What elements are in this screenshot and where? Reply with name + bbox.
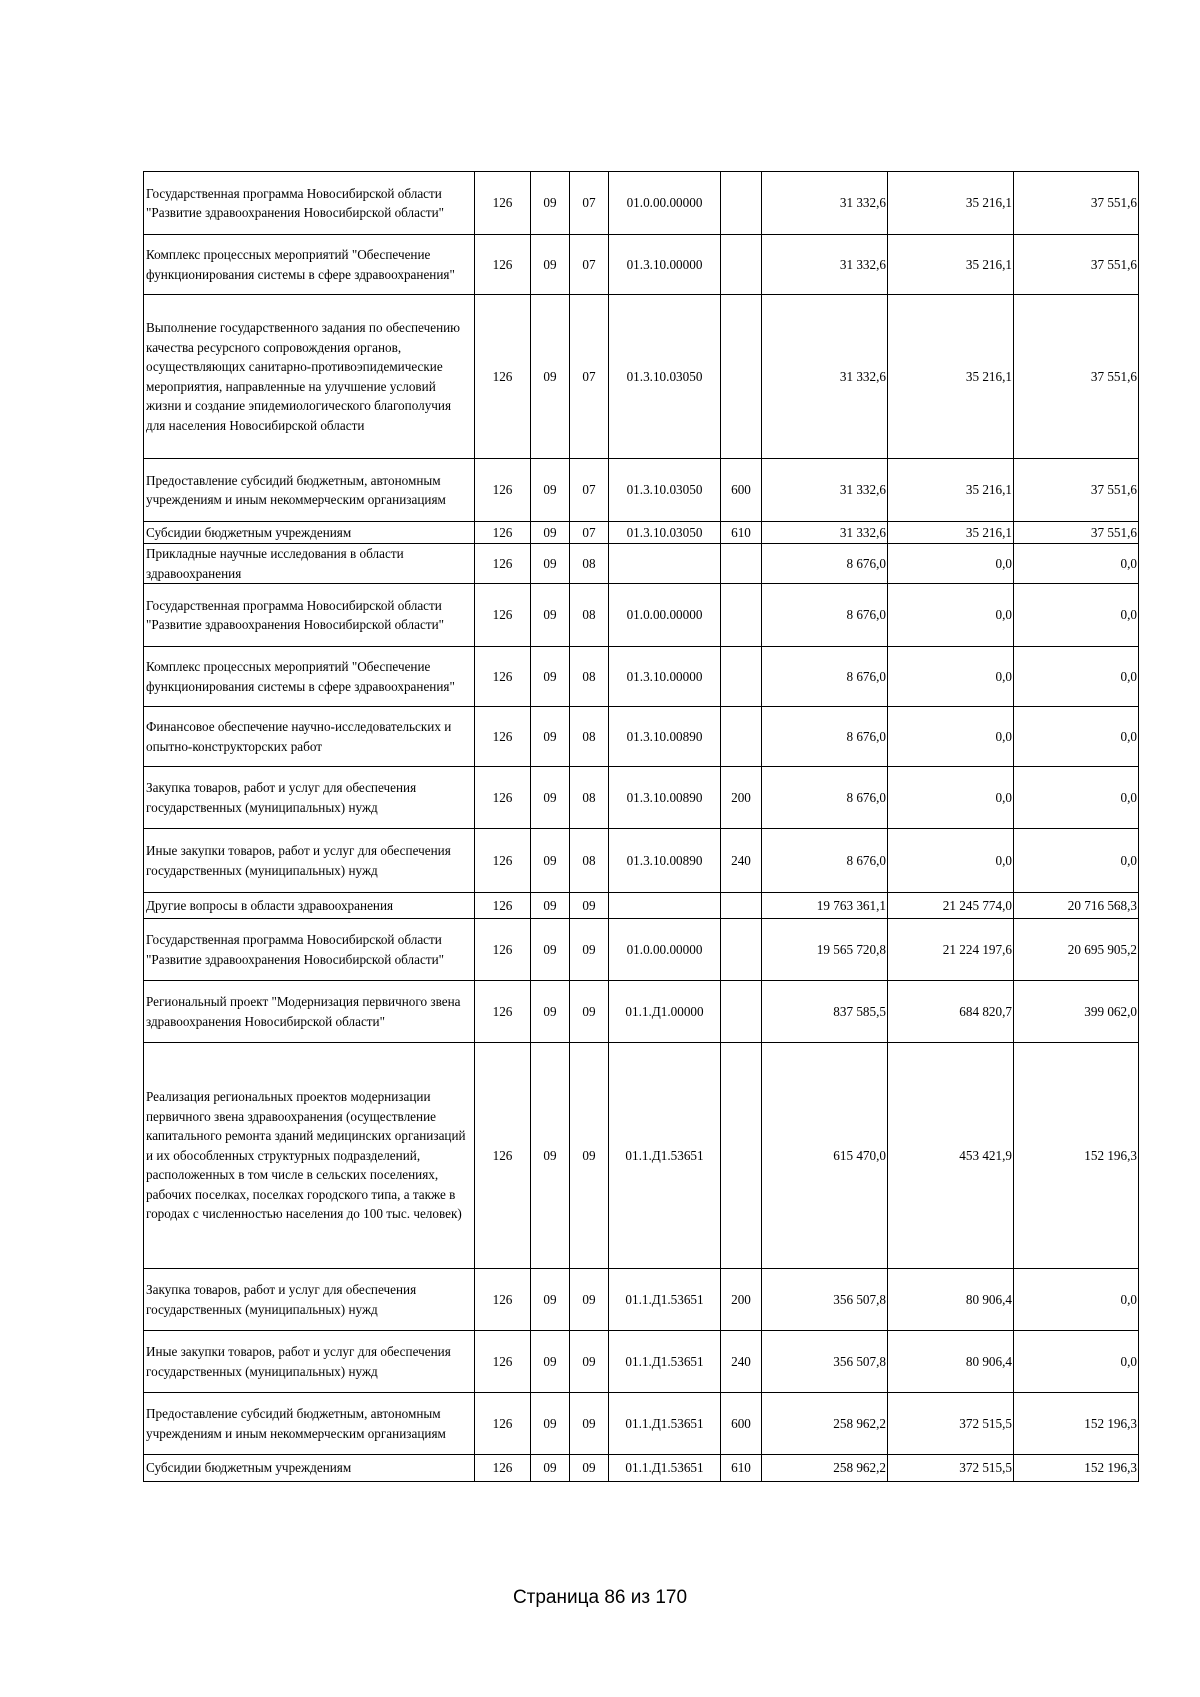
- ministry-code-cell: 126: [475, 893, 531, 919]
- amount-year1-cell: 31 332,6: [762, 459, 888, 522]
- ministry-code-cell: 126: [475, 1043, 531, 1269]
- amount-year3-cell: 0,0: [1014, 1331, 1139, 1393]
- row-name-cell: Комплекс процессных мероприятий "Обеспечение функционирования системы в сфере здравоохранения": [144, 235, 475, 295]
- subsection-code-cell: 07: [570, 235, 609, 295]
- expense-type-cell: 200: [721, 767, 762, 829]
- ministry-code-cell: 126: [475, 1455, 531, 1482]
- subsection-code-cell: 08: [570, 767, 609, 829]
- target-article-cell: 01.0.00.00000: [609, 584, 721, 647]
- expense-type-cell: 240: [721, 1331, 762, 1393]
- amount-year1-cell: 31 332,6: [762, 295, 888, 459]
- amount-year1-cell: 31 332,6: [762, 235, 888, 295]
- section-code-cell: 09: [531, 829, 570, 893]
- subsection-code-cell: 09: [570, 981, 609, 1043]
- row-name-cell: Финансовое обеспечение научно-исследовательских и опытно-конструкторских работ: [144, 707, 475, 767]
- row-name-cell: Реализация региональных проектов модернизации первичного звена здравоохранения (осуществление капитального ремонта зданий медицинских организаций и их обособленных структурных подразделений, расположенных в том числе в сельских поселениях, рабочих поселках, поселках городского типа, а также в городах с численностью населения до 100 тыс. человек): [144, 1043, 475, 1269]
- amount-year1-cell: 19 565 720,8: [762, 919, 888, 981]
- ministry-code-cell: 126: [475, 235, 531, 295]
- subsection-code-cell: 07: [570, 172, 609, 235]
- ministry-code-cell: 126: [475, 295, 531, 459]
- table-row: [144, 1455, 1139, 1482]
- ministry-code-cell: 126: [475, 544, 531, 584]
- amount-year2-cell: 0,0: [888, 707, 1014, 767]
- expense-type-cell: [721, 1043, 762, 1269]
- target-article-cell: 01.1.Д1.53651: [609, 1331, 721, 1393]
- amount-year3-cell: 0,0: [1014, 767, 1139, 829]
- amount-year2-cell: 35 216,1: [888, 295, 1014, 459]
- ministry-code-cell: 126: [475, 584, 531, 647]
- amount-year1-cell: 31 332,6: [762, 522, 888, 544]
- amount-year2-cell: 80 906,4: [888, 1331, 1014, 1393]
- section-code-cell: 09: [531, 172, 570, 235]
- expense-type-cell: 610: [721, 522, 762, 544]
- amount-year1-cell: 356 507,8: [762, 1269, 888, 1331]
- table-row: [144, 459, 1139, 522]
- target-article-cell: 01.3.10.03050: [609, 295, 721, 459]
- table-row: [144, 1043, 1139, 1269]
- expense-type-cell: [721, 707, 762, 767]
- amount-year2-cell: 35 216,1: [888, 172, 1014, 235]
- amount-year2-cell: 0,0: [888, 544, 1014, 584]
- amount-year3-cell: 37 551,6: [1014, 522, 1139, 544]
- amount-year3-cell: 0,0: [1014, 1269, 1139, 1331]
- target-article-cell: 01.3.10.03050: [609, 459, 721, 522]
- section-code-cell: 09: [531, 522, 570, 544]
- amount-year2-cell: 80 906,4: [888, 1269, 1014, 1331]
- amount-year3-cell: 37 551,6: [1014, 295, 1139, 459]
- subsection-code-cell: 08: [570, 647, 609, 707]
- subsection-code-cell: 09: [570, 1331, 609, 1393]
- target-article-cell: 01.3.10.00890: [609, 829, 721, 893]
- row-name-cell: Предоставление субсидий бюджетным, автономным учреждениям и иным некоммерческим организациям: [144, 459, 475, 522]
- row-name-cell: Закупка товаров, работ и услуг для обеспечения государственных (муниципальных) нужд: [144, 767, 475, 829]
- subsection-code-cell: 09: [570, 1043, 609, 1269]
- amount-year2-cell: 21 224 197,6: [888, 919, 1014, 981]
- expense-type-cell: [721, 544, 762, 584]
- expense-type-cell: [721, 981, 762, 1043]
- table-row: [144, 544, 1139, 584]
- section-code-cell: 09: [531, 1043, 570, 1269]
- table-row: [144, 584, 1139, 647]
- target-article-cell: 01.0.00.00000: [609, 919, 721, 981]
- ministry-code-cell: 126: [475, 1393, 531, 1455]
- table-row: [144, 522, 1139, 544]
- amount-year1-cell: 19 763 361,1: [762, 893, 888, 919]
- amount-year3-cell: 152 196,3: [1014, 1043, 1139, 1269]
- target-article-cell: [609, 544, 721, 584]
- row-name-cell: Иные закупки товаров, работ и услуг для обеспечения государственных (муниципальных) нужд: [144, 1331, 475, 1393]
- table-body: [144, 172, 1139, 1482]
- table-row: [144, 707, 1139, 767]
- row-name-cell: Предоставление субсидий бюджетным, автономным учреждениям и иным некоммерческим организациям: [144, 1393, 475, 1455]
- amount-year3-cell: 399 062,0: [1014, 981, 1139, 1043]
- amount-year3-cell: 37 551,6: [1014, 235, 1139, 295]
- table-row: [144, 893, 1139, 919]
- amount-year1-cell: 8 676,0: [762, 767, 888, 829]
- amount-year1-cell: 8 676,0: [762, 584, 888, 647]
- section-code-cell: 09: [531, 235, 570, 295]
- ministry-code-cell: 126: [475, 647, 531, 707]
- section-code-cell: 09: [531, 707, 570, 767]
- section-code-cell: 09: [531, 647, 570, 707]
- budget-table: [143, 171, 1139, 1482]
- subsection-code-cell: 09: [570, 1269, 609, 1331]
- ministry-code-cell: 126: [475, 172, 531, 235]
- target-article-cell: 01.1.Д1.53651: [609, 1455, 721, 1482]
- expense-type-cell: 600: [721, 459, 762, 522]
- amount-year2-cell: 0,0: [888, 647, 1014, 707]
- amount-year3-cell: 152 196,3: [1014, 1455, 1139, 1482]
- table-row: [144, 172, 1139, 235]
- row-name-cell: Выполнение государственного задания по обеспечению качества ресурсного сопровождения органов, осуществляющих санитарно-противоэпидемические мероприятия, направленные на улучшение условий жизни и создание эпидемиологического благополучия для населения Новосибирской области: [144, 295, 475, 459]
- page-number: Страница 86 из 170: [512, 1587, 688, 1608]
- amount-year2-cell: 372 515,5: [888, 1455, 1014, 1482]
- row-name-cell: Государственная программа Новосибирской области "Развитие здравоохранения Новосибирской области": [144, 919, 475, 981]
- amount-year3-cell: 0,0: [1014, 647, 1139, 707]
- target-article-cell: [609, 893, 721, 919]
- subsection-code-cell: 07: [570, 295, 609, 459]
- subsection-code-cell: 09: [570, 919, 609, 981]
- amount-year3-cell: 0,0: [1014, 707, 1139, 767]
- target-article-cell: 01.1.Д1.00000: [609, 981, 721, 1043]
- target-article-cell: 01.3.10.00000: [609, 235, 721, 295]
- amount-year2-cell: 21 245 774,0: [888, 893, 1014, 919]
- section-code-cell: 09: [531, 295, 570, 459]
- ministry-code-cell: 126: [475, 1269, 531, 1331]
- amount-year2-cell: 0,0: [888, 829, 1014, 893]
- table-row: [144, 235, 1139, 295]
- target-article-cell: 01.1.Д1.53651: [609, 1043, 721, 1269]
- section-code-cell: 09: [531, 1455, 570, 1482]
- amount-year1-cell: 8 676,0: [762, 544, 888, 584]
- amount-year1-cell: 837 585,5: [762, 981, 888, 1043]
- target-article-cell: 01.3.10.00000: [609, 647, 721, 707]
- subsection-code-cell: 08: [570, 829, 609, 893]
- table-row: [144, 1269, 1139, 1331]
- amount-year2-cell: 35 216,1: [888, 522, 1014, 544]
- target-article-cell: 01.3.10.00890: [609, 707, 721, 767]
- row-name-cell: Государственная программа Новосибирской области "Развитие здравоохранения Новосибирской области": [144, 584, 475, 647]
- expense-type-cell: [721, 172, 762, 235]
- target-article-cell: 01.3.10.03050: [609, 522, 721, 544]
- row-name-cell: Государственная программа Новосибирской области "Развитие здравоохранения Новосибирской области": [144, 172, 475, 235]
- amount-year2-cell: 35 216,1: [888, 459, 1014, 522]
- amount-year2-cell: 35 216,1: [888, 235, 1014, 295]
- target-article-cell: 01.1.Д1.53651: [609, 1269, 721, 1331]
- table-row: [144, 829, 1139, 893]
- amount-year3-cell: 20 716 568,3: [1014, 893, 1139, 919]
- expense-type-cell: [721, 919, 762, 981]
- row-name-cell: Закупка товаров, работ и услуг для обеспечения государственных (муниципальных) нужд: [144, 1269, 475, 1331]
- target-article-cell: 01.0.00.00000: [609, 172, 721, 235]
- amount-year2-cell: 372 515,5: [888, 1393, 1014, 1455]
- ministry-code-cell: 126: [475, 459, 531, 522]
- amount-year3-cell: 37 551,6: [1014, 459, 1139, 522]
- subsection-code-cell: 08: [570, 584, 609, 647]
- subsection-code-cell: 09: [570, 893, 609, 919]
- subsection-code-cell: 07: [570, 459, 609, 522]
- row-name-cell: Региональный проект "Модернизация первичного звена здравоохранения Новосибирской области": [144, 981, 475, 1043]
- expense-type-cell: 600: [721, 1393, 762, 1455]
- expense-type-cell: [721, 235, 762, 295]
- section-code-cell: 09: [531, 1331, 570, 1393]
- section-code-cell: 09: [531, 1393, 570, 1455]
- section-code-cell: 09: [531, 919, 570, 981]
- amount-year3-cell: 0,0: [1014, 584, 1139, 647]
- expense-type-cell: [721, 647, 762, 707]
- amount-year3-cell: 20 695 905,2: [1014, 919, 1139, 981]
- amount-year1-cell: 8 676,0: [762, 707, 888, 767]
- amount-year1-cell: 258 962,2: [762, 1455, 888, 1482]
- subsection-code-cell: 08: [570, 544, 609, 584]
- amount-year1-cell: 258 962,2: [762, 1393, 888, 1455]
- row-name-cell: Иные закупки товаров, работ и услуг для обеспечения государственных (муниципальных) нужд: [144, 829, 475, 893]
- table-row: [144, 981, 1139, 1043]
- amount-year2-cell: 684 820,7: [888, 981, 1014, 1043]
- ministry-code-cell: 126: [475, 767, 531, 829]
- section-code-cell: 09: [531, 544, 570, 584]
- amount-year2-cell: 0,0: [888, 584, 1014, 647]
- ministry-code-cell: 126: [475, 707, 531, 767]
- amount-year1-cell: 356 507,8: [762, 1331, 888, 1393]
- expense-type-cell: 240: [721, 829, 762, 893]
- amount-year3-cell: 0,0: [1014, 829, 1139, 893]
- row-name-cell: Субсидии бюджетным учреждениям: [144, 522, 475, 544]
- amount-year3-cell: 152 196,3: [1014, 1393, 1139, 1455]
- table-row: [144, 767, 1139, 829]
- subsection-code-cell: 07: [570, 522, 609, 544]
- section-code-cell: 09: [531, 584, 570, 647]
- ministry-code-cell: 126: [475, 919, 531, 981]
- section-code-cell: 09: [531, 893, 570, 919]
- row-name-cell: Прикладные научные исследования в области здравоохранения: [144, 544, 475, 584]
- amount-year1-cell: 8 676,0: [762, 829, 888, 893]
- section-code-cell: 09: [531, 1269, 570, 1331]
- section-code-cell: 09: [531, 981, 570, 1043]
- ministry-code-cell: 126: [475, 522, 531, 544]
- table-row: [144, 647, 1139, 707]
- expense-type-cell: [721, 893, 762, 919]
- ministry-code-cell: 126: [475, 829, 531, 893]
- ministry-code-cell: 126: [475, 981, 531, 1043]
- table-row: [144, 295, 1139, 459]
- table-row: [144, 1331, 1139, 1393]
- amount-year1-cell: 31 332,6: [762, 172, 888, 235]
- expense-type-cell: 200: [721, 1269, 762, 1331]
- row-name-cell: Другие вопросы в области здравоохранения: [144, 893, 475, 919]
- amount-year1-cell: 615 470,0: [762, 1043, 888, 1269]
- ministry-code-cell: 126: [475, 1331, 531, 1393]
- amount-year2-cell: 0,0: [888, 767, 1014, 829]
- row-name-cell: Субсидии бюджетным учреждениям: [144, 1455, 475, 1482]
- section-code-cell: 09: [531, 767, 570, 829]
- amount-year3-cell: 0,0: [1014, 544, 1139, 584]
- amount-year2-cell: 453 421,9: [888, 1043, 1014, 1269]
- table-row: [144, 1393, 1139, 1455]
- target-article-cell: 01.3.10.00890: [609, 767, 721, 829]
- amount-year1-cell: 8 676,0: [762, 647, 888, 707]
- amount-year3-cell: 37 551,6: [1014, 172, 1139, 235]
- section-code-cell: 09: [531, 459, 570, 522]
- expense-type-cell: 610: [721, 1455, 762, 1482]
- expense-type-cell: [721, 295, 762, 459]
- subsection-code-cell: 09: [570, 1393, 609, 1455]
- table-row: [144, 919, 1139, 981]
- target-article-cell: 01.1.Д1.53651: [609, 1393, 721, 1455]
- row-name-cell: Комплекс процессных мероприятий "Обеспечение функционирования системы в сфере здравоохранения": [144, 647, 475, 707]
- subsection-code-cell: 09: [570, 1455, 609, 1482]
- expense-type-cell: [721, 584, 762, 647]
- subsection-code-cell: 08: [570, 707, 609, 767]
